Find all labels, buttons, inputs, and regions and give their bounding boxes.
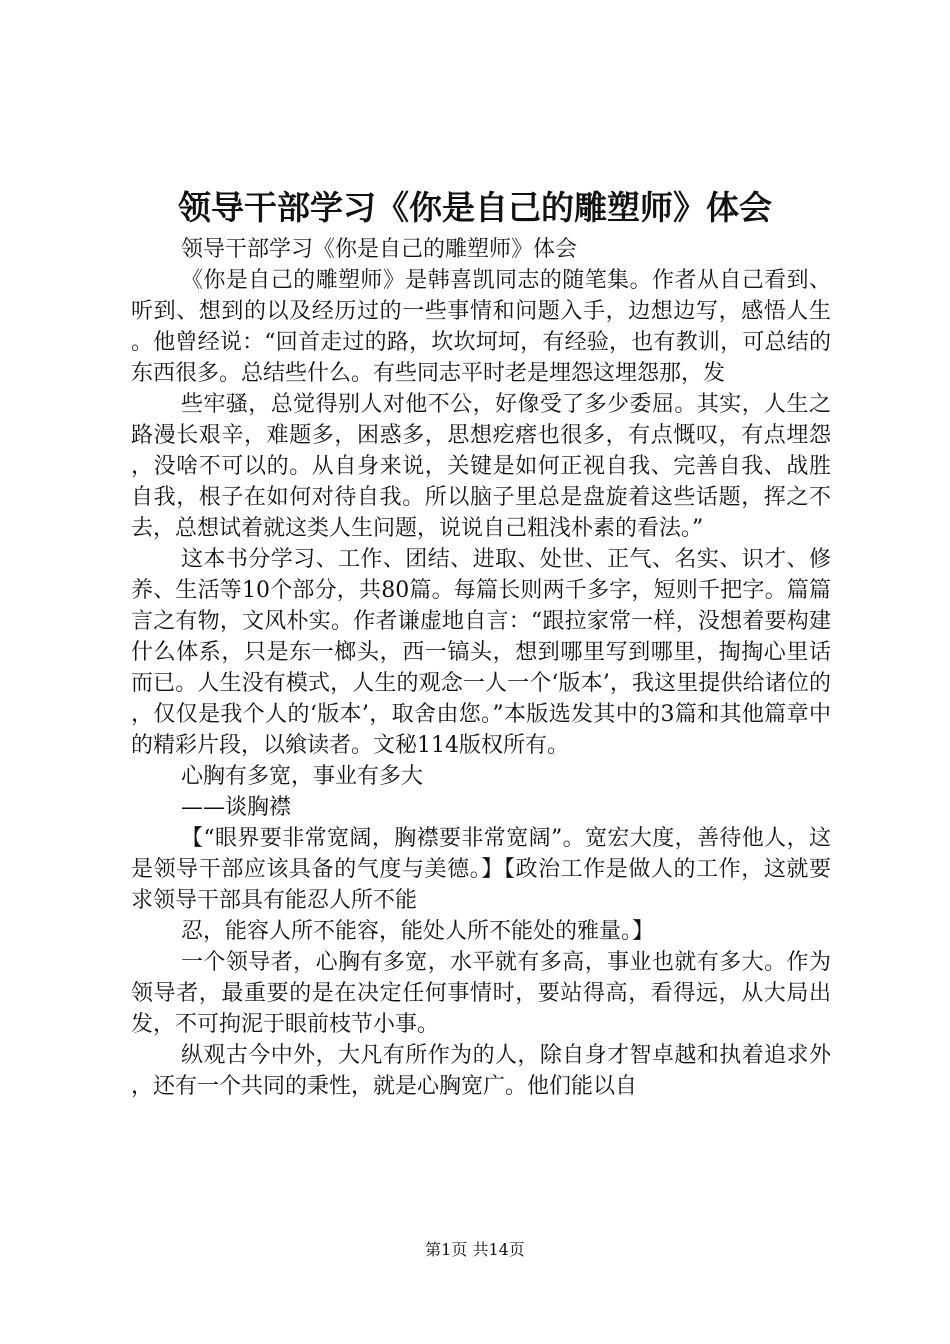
paragraph-history: 纵观古今中外，大凡有所作为的人，除自身才智卓越和执着追求外，还有一个共同的秉性，就是心胸宽广。他们能以自: [131, 1043, 831, 1099]
section-subheading: ——谈胸襟: [181, 795, 292, 820]
paragraph-highlight: 【“眼界要非常宽阔，胸襟要非常宽阔”。宽宏大度，善待他人，这是领导干部应该具备的气度与美德。】【政治工作是做人的工作，这就要求领导干部具有能忍人所不能: [131, 826, 831, 913]
paragraph-book-overview: 这本书分学习、工作、团结、进取、处世、正气、名实、识才、修养、生活等10个部分，共80篇。每篇长则两千多字，短则千把字。篇篇言之有物，文风朴实。作者谦虚地自言：“跟拉家常一样，没想着要构建什么体系，只是东一榔头，西一镐头，想到哪里写到哪里，掏掏心里话而已。人生没有模式，人生的观念一人一个‘版本’，我这里提供给诸位的，仅仅是我个人的‘版本’，取舍由您。”本版选发其中的3篇和其他篇章中的精彩片段，以飨读者。文秘114版权所有。: [131, 547, 831, 758]
document-title: 领导干部学习《你是自己的雕塑师》体会: [178, 188, 772, 227]
paragraph-leader: 一个领导者，心胸有多宽，水平就有多高，事业也就有多大。作为领导者，最重要的是在决定任何事情时，要站得高，看得远，从大局出发，不可拘泥于眼前枝节小事。: [131, 950, 831, 1037]
paragraph-intro: 《你是自己的雕塑师》是韩喜凯同志的随笔集。作者从自己看到、听到、想到的以及经历过的一些事情和问题入手，边想边写，感悟人生。他曾经说：“回首走过的路，坎坎坷坷，有经验，也有教训，可总结的东西很多。总结些什么。有些同志平时老是埋怨这埋怨那，发: [131, 268, 831, 386]
paragraph-highlight-continued: 忍，能容人所不能容，能处人所不能处的雅量。】: [181, 919, 655, 944]
page-footer: 第1页 共14页: [425, 1240, 525, 1259]
section-heading: 心胸有多宽，事业有多大: [181, 764, 424, 789]
paragraph-subtitle: 领导干部学习《你是自己的雕塑师》体会: [181, 237, 578, 262]
document-body: [131, 234, 831, 1102]
paragraph-quote: 些牢骚，总觉得别人对他不公，好像受了多少委屈。其实，人生之路漫长艰辛，难题多，困惑多，思想疙瘩也很多，有点慨叹，有点埋怨，没啥不可以的。从自身来说，关键是如何正视自我、完善自我、战胜自我，根子在如何对待自我。所以脑子里总是盘旋着这些话题，挥之不去，总想试着就这类人生问题，说说自己粗浅朴素的看法。”: [131, 392, 831, 541]
